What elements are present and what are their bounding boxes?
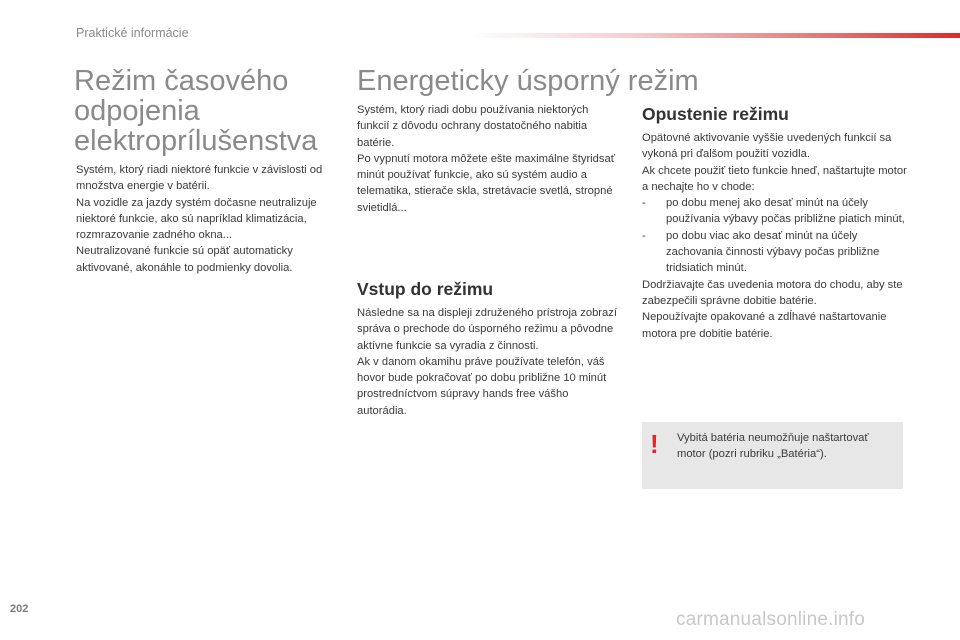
exit-paragraph-3: Dodržiavajte čas uvedenia motora do chodu, aby ste zabezpečili správne dobitie batérie. [642,278,903,307]
exit-title: Opustenie režimu [642,104,789,124]
left-column-text [76,162,338,276]
exit-paragraph-2: Ak chcete použiť tieto funkcie hneď, naštartujte motor a nechajte ho v chode: [642,164,907,193]
entry-paragraph-1: Následne sa na displeji združeného prístroja zobrazí správa o prechode do úsporného režimu a pôvodne aktívne funkcie sa vyradia z činnosti. [357,307,617,352]
exit-text [642,130,910,342]
list-item-text: po dobu viac ako desať minút na účely zachovania činnosti výbavy počas približne tridsiatich minút. [666,229,880,275]
left-paragraph-1: Systém, ktorý riadi niektoré funkcie v závislosti od množstva energie v batérii. [76,164,323,193]
list-item-text: po dobu menej ako desať minút na účely používania výbavy počas približne piatich minút, [666,197,905,226]
intro-paragraph-1: Systém, ktorý riadi dobu používania niektorých funkcií z dôvodu ochrany dostatočného nabitia batérie. [357,104,589,149]
exit-paragraph-4: Nepoužívajte opakované a zdĺhavé naštartovanie motora pre dobitie batérie. [642,311,887,340]
left-column-title: Režim časového odpojenia elektroprílušenstva [74,65,318,157]
left-paragraph-2: Na vozidle za jazdy systém dočasne neutralizuje niektoré funkcie, ako sú napríklad klimatizácia, rozmrazovanie zadného okna... [76,196,317,242]
section-label: Praktické informácie [76,26,189,40]
main-title: Energeticky úsporný režim [357,65,699,97]
entry-paragraph-2: Ak v danom okamihu práve používate telefón, váš hovor bude pokračovať po dobu približne 10 minút prostredníctvom súpravy hands free vášho autorádia. [357,355,607,417]
intro-paragraph-2: Po vypnutí motora môžete ešte maximálne štyridsať minút používať funkcie, ako sú systém audio a telematika, stierače skla, stretávacie svetlá, stropné svietidlá... [357,152,615,214]
left-paragraph-3: Neutralizované funkcie sú opäť automaticky aktivované, akonáhle to podmienky dovolia. [76,245,293,274]
exclamation-icon: ! [650,429,659,459]
watermark: carmanualsonline.info [676,609,866,630]
entry-text [357,305,619,419]
intro-text [357,102,619,216]
warning-box [642,422,903,489]
header-accent-rule [470,33,960,38]
list-dash: - [642,229,646,242]
list-item [642,195,910,228]
list-dash: - [642,197,646,210]
page-number: 202 [10,603,29,615]
entry-title: Vstup do režimu [357,279,494,299]
list-item [642,228,910,277]
exit-paragraph-1: Opätovné aktivovanie vyššie uvedených funkcií sa vykoná pri ďalšom použití vozidla. [642,132,892,161]
warning-text: Vybitá batéria neumožňuje naštartovať motor (pozri rubriku „Batéria“). [677,432,869,461]
